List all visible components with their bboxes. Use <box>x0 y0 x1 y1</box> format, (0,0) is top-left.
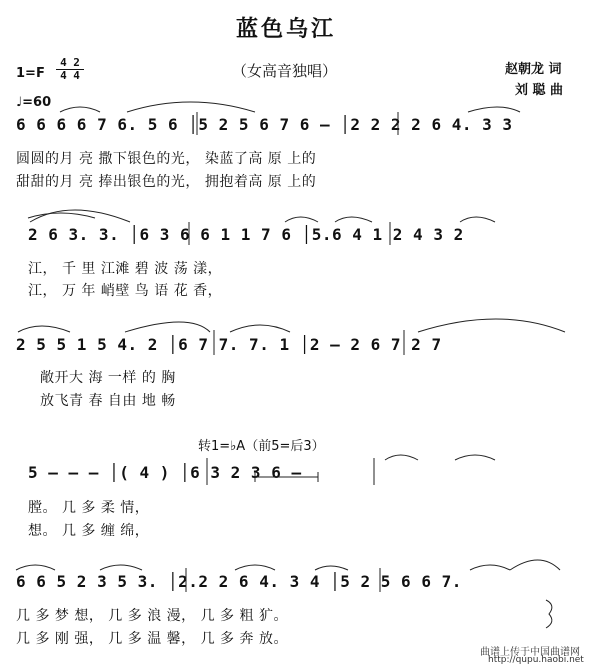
slur-14 <box>455 455 495 460</box>
notation-row-1: 6 6 6 6 7 6. 5 6 │5 2 5 6 7 6 – │2 2 2 2 6 4. 3 3 <box>16 115 513 134</box>
slur-2 <box>127 102 255 112</box>
slur-9 <box>18 326 70 332</box>
slur-15 <box>16 565 55 570</box>
slur-3 <box>468 107 520 112</box>
lyrics-row-5-verse-1: 几 多 梦 想， 几 多 浪 漫， 几 多 粗 犷。 <box>16 608 288 624</box>
lyrics-row-3-verse-2: 放飞青 春 自由 地 畅 <box>40 393 176 409</box>
slur-6 <box>285 217 318 222</box>
slur-10 <box>125 322 210 332</box>
notation-row-5: 6 6 5 2 3 5 3. │2.2 2 6 4. 3 4 │5 2 5 6 6 7. <box>16 572 462 591</box>
slur-12 <box>418 319 565 332</box>
slur-8 <box>460 217 495 222</box>
slur-16 <box>100 565 142 570</box>
lyrics-row-1-verse-1: 圆圆的月 亮 撒下银色的光， 染蓝了高 原 上的 <box>16 151 317 167</box>
slur-4 <box>30 210 130 222</box>
slur-13 <box>385 455 418 460</box>
notation-row-4: 5 – – – │( 4 ) │6 3 2 3 6 – <box>28 463 302 482</box>
tempo-marking: ♩=60 <box>16 95 52 110</box>
lyricist-credit: 赵朝龙 词 <box>505 62 562 77</box>
key-signature: 1=F <box>16 66 45 81</box>
slur-11 <box>230 325 290 332</box>
lyrics-row-2-verse-2: 江， 万 年 峭壁 鸟 语 花 香， <box>28 283 223 299</box>
slur-20 <box>510 560 560 570</box>
slur-7 <box>335 217 372 222</box>
slur-19 <box>470 565 510 570</box>
lyrics-row-4-verse-1: 膛。 几 多 柔 情， <box>28 500 150 516</box>
notation-row-2: 2 6 3. 3. │6 3 6 6 1 1 7 6 │5.6 4 1 2 4 3 2 <box>28 225 464 244</box>
lyrics-row-2-verse-1: 江， 千 里 江滩 碧 波 荡 漾， <box>28 261 223 277</box>
lyrics-row-1-verse-2: 甜甜的月 亮 捧出银色的光， 拥抱着高 原 上的 <box>16 174 317 190</box>
lyrics-row-5-verse-2: 几 多 刚 强， 几 多 温 馨， 几 多 奔 放。 <box>16 631 288 647</box>
footer-source: 曲谱上传于中国曲谱网 <box>480 647 580 658</box>
lyrics-row-4-verse-2: 想。 几 多 缠 绵， <box>28 523 150 539</box>
lyrics-row-3-verse-1: 敞开大 海 一样 的 胸 <box>40 370 176 386</box>
modulation-marking: 转1=♭A（前5=后3） <box>198 439 325 454</box>
time-signature-bottom: 4 4 <box>60 69 80 82</box>
time-signature-top: 4 2 <box>60 56 80 69</box>
song-title: 蓝色乌江 <box>236 16 337 42</box>
slur-18 <box>315 566 348 570</box>
composer-credit: 刘 聪 曲 <box>515 83 564 98</box>
song-subtitle: （女高音独唱） <box>232 62 338 80</box>
slur-1 <box>60 107 100 112</box>
footer-url: http://qupu.haobi.net <box>488 655 584 665</box>
slur-17 <box>235 565 275 570</box>
notation-row-3: 2 5 5 1 5 4. 2 │6 7 7. 7. 1 │2 – 2 6 7 2 7 <box>16 335 442 354</box>
